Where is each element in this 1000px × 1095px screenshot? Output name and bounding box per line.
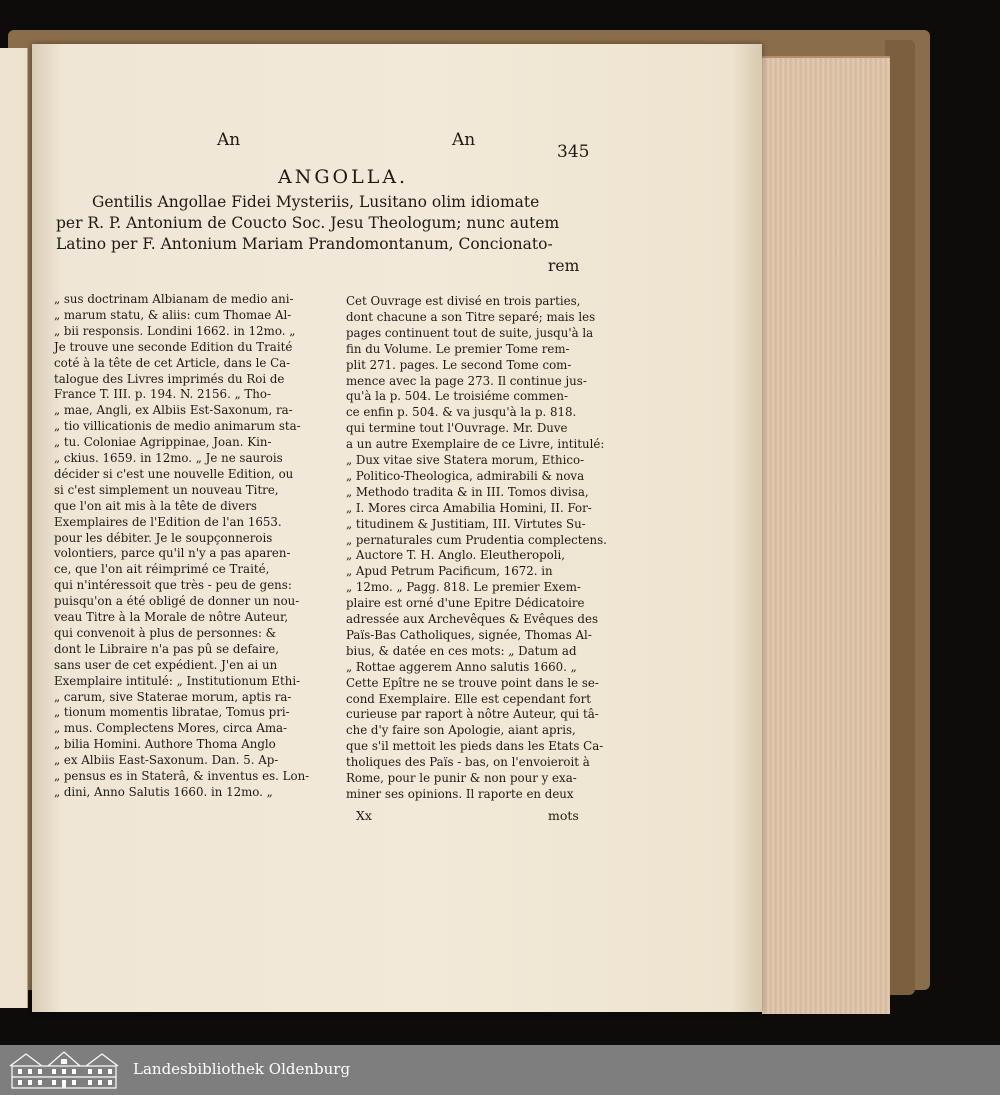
text-line: Exemplaire intitulé: „ Institutionum Ethi- — [54, 673, 301, 688]
left-page-edge — [0, 48, 28, 1008]
text-line: pages continuent tout de suite, jusqu'à la — [346, 325, 594, 340]
text-line: cond Exemplaire. Elle est cependant fort — [346, 691, 591, 706]
catchword: mots — [548, 808, 579, 823]
text-line: „ sus doctrinam Albianam de medio ani- — [54, 292, 294, 306]
text-line: „ marum statu, & aliis: cum Thomae Al- — [54, 307, 292, 322]
text-line: „ tio villicationis de medio animarum sta- — [54, 419, 301, 434]
text-line: puisqu'on a été obligé de donner un nou- — [54, 594, 300, 609]
intro-line: per R. P. Antonium de Coucto Soc. Jesu Theologum; nunc autem — [56, 214, 560, 232]
text-line: „ pernaturales cum Prudentia complectens. — [346, 532, 607, 547]
text-line: qui n'intéressoit que très - peu de gens: — [54, 578, 292, 593]
intro-line: Gentilis Angollae Fidei Mysteriis, Lusitano olim idiomate — [92, 193, 540, 211]
text-line: „ 12mo. „ Pagg. 818. Le premier Exem- — [346, 580, 581, 595]
text-line: que l'on ait mis à la tête de divers — [54, 498, 257, 513]
text-line: „ dini, Anno Salutis 1660. in 12mo. „ — [54, 784, 273, 799]
text-line: ce, que l'on ait réimprimé ce Traité, — [54, 562, 270, 577]
text-line: Païs-Bas Catholiques, signée, Thomas Al- — [346, 627, 592, 642]
text-line: talogue des Livres imprimés du Roi de — [54, 371, 285, 386]
text-line: „ Rottae aggerem Anno salutis 1660. „ — [346, 659, 577, 674]
library-footer — [0, 1045, 1000, 1095]
text-line: France T. III. p. 194. N. 2156. „ Tho- — [54, 387, 271, 402]
intro-line: Latino per F. Antonium Mariam Prandomontanum, Concionato- — [56, 235, 553, 253]
text-line: fin du Volume. Le premier Tome rem- — [346, 341, 570, 356]
library-building-icon — [8, 1050, 120, 1090]
text-line: „ Apud Petrum Pacificum, 1672. in — [346, 564, 553, 579]
text-line: „ Methodo tradita & in III. Tomos divisa, — [346, 484, 589, 499]
text-line: Cette Epître ne se trouve point dans le se- — [346, 675, 599, 690]
text-line: sans user de cet expédient. J'en ai un — [54, 657, 278, 672]
text-line: „ bilia Homini. Authore Thoma Anglo — [54, 737, 276, 752]
library-name: Landesbibliothek Oldenburg — [133, 1060, 351, 1078]
text-line: miner ses opinions. Il raporte en deux — [346, 786, 574, 801]
text-line: tholiques des Païs - bas, on l'envoieroit à — [346, 755, 590, 770]
text-line: che d'y faire son Apologie, aiant apris, — [346, 723, 576, 738]
text-line: qui convenoit à plus de personnes: & — [54, 625, 277, 640]
text-line: „ bii responsis. Londini 1662. in 12mo. „ — [54, 323, 296, 338]
text-line: „ Auctore T. H. Anglo. Eleutheropoli, — [346, 548, 566, 563]
text-line: qu'à la p. 504. Le troisiéme commen- — [346, 389, 568, 404]
page-number: 345 — [557, 142, 590, 162]
text-line: „ tionum momentis libratae, Tomus pri- — [54, 705, 290, 720]
text-line: qui termine tout l'Ouvrage. Mr. Duve — [346, 421, 568, 436]
text-line: „ I. Mores circa Amabilia Homini, II. For- — [346, 500, 592, 515]
text-line: Rome, pour le punir & non pour y exa- — [346, 771, 577, 785]
text-line: Exemplaires de l'Edition de l'an 1653. — [54, 514, 282, 529]
running-head-left: An — [217, 130, 241, 150]
text-line: „ Politico-Theologica, admirabili & nova — [346, 468, 585, 483]
text-line: „ ex Albiis East-Saxonum. Dan. 5. Ap- — [54, 753, 279, 768]
text-line: „ mus. Complectens Mores, circa Ama- — [54, 721, 288, 736]
text-line: „ pensus es in Staterâ, & inventus es. Lon- — [54, 769, 310, 783]
signature-mark: Xx — [356, 808, 372, 823]
text-line: décider si c'est une nouvelle Edition, ou — [54, 466, 294, 481]
text-line: „ mae, Angli, ex Albiis Est-Saxonum, ra- — [54, 403, 293, 418]
text-line: plaire est orné d'une Epitre Dédicatoire — [346, 596, 585, 611]
text-line: „ ckius. 1659. in 12mo. „ Je ne saurois — [54, 451, 283, 465]
text-line: pour les débiter. Je le soupçonnerois — [54, 530, 273, 545]
text-line: a un autre Exemplaire de ce Livre, intitulé: — [346, 437, 605, 452]
text-line: „ tu. Coloniae Agrippinae, Joan. Kin- — [54, 435, 272, 450]
text-line: Je trouve une seconde Edition du Traité — [54, 339, 293, 354]
text-line: dont le Libraire n'a pas pû se defaire, — [54, 641, 279, 656]
text-line: „ carum, sive Staterae morum, aptis ra- — [54, 689, 292, 704]
right-page — [32, 44, 762, 1012]
text-line: que s'il mettoit les pieds dans les Etats Ca- — [346, 739, 604, 754]
text-line: curieuse par raport à nôtre Auteur, qui tâ- — [346, 707, 599, 722]
text-line: coté à la tête de cet Article, dans le Ca- — [54, 355, 291, 370]
text-line: Cet Ouvrage est divisé en trois parties, — [346, 294, 581, 308]
text-line: dont chacune a son Titre separé; mais les — [346, 309, 596, 324]
intro-line: rem — [548, 257, 580, 275]
text-line: plit 271. pages. Le second Tome com- — [346, 357, 572, 372]
text-line: ce enfin p. 504. & va jusqu'à la p. 818. — [346, 405, 577, 420]
text-line: mence avec la page 273. Il continue jus- — [346, 373, 587, 388]
running-head-center: An — [452, 130, 476, 150]
text-line: volontiers, parce qu'il n'y a pas aparen- — [54, 546, 291, 561]
text-line: bius, & datée en ces mots: „ Datum ad — [346, 643, 577, 658]
text-line: si c'est simplement un nouveau Titre, — [54, 482, 279, 497]
text-line: „ Dux vitae sive Statera morum, Ethico- — [346, 453, 585, 467]
article-title: ANGOLLA. — [278, 166, 409, 188]
page-edges — [762, 56, 890, 1014]
text-line: adressée aux Archevêques & Evêques des — [346, 612, 599, 626]
text-line: veau Titre à la Morale de nôtre Auteur, — [54, 610, 289, 624]
text-line: „ titudinem & Justitiam, III. Virtutes Su- — [346, 516, 586, 531]
